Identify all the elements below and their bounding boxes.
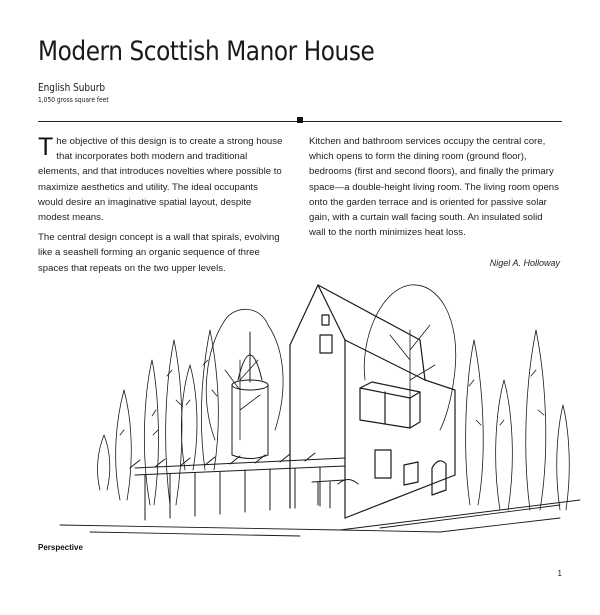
- tree-canopy-left: [206, 309, 283, 440]
- page-title: Modern Scottish Manor House: [38, 36, 375, 67]
- page-number: 1: [557, 569, 562, 578]
- tree-row-right: [466, 330, 570, 510]
- paragraph-intro: [38, 134, 284, 225]
- figure-caption: Perspective: [38, 543, 83, 552]
- drop-cap: T: [38, 133, 54, 161]
- paragraph-intro-text: he objective of this design is to create a strong house that incorporates both modern and traditional elements, and that introduces novelties where possible to maximize aesthetics and utility. The ideal occupants would desire an imaginative spatial layout, despite modest means.: [38, 136, 283, 224]
- tree-row-left: [97, 330, 218, 505]
- pergola: [130, 453, 358, 520]
- house-main: [290, 285, 455, 518]
- divider-marker: [297, 117, 303, 123]
- author-credit: Nigel A. Holloway: [489, 258, 560, 268]
- perspective-sketch: [0, 270, 600, 540]
- text-column-right: [309, 134, 561, 245]
- round-tower: [232, 332, 268, 459]
- project-location: English Suburb: [38, 82, 106, 94]
- paragraph-program: Kitchen and bathroom services occupy the central core, which opens to form the dining room (ground floor), bedrooms (first and second floors), and finally the primary space—a double-height living room. The living room opens onto the garden terrace and is oriented for passive solar gain, with a curtain wall facing south. An insulated solid wall to the north minimizes heat loss.: [309, 136, 559, 239]
- project-area: 1,050 gross square feet: [38, 96, 109, 104]
- text-column-left: [38, 134, 284, 281]
- paragraph-concept: The central design concept is a wall that spirals, evolving like a seashell forming an organic sequence of three spaces that repeats on the two upper levels.: [38, 232, 280, 274]
